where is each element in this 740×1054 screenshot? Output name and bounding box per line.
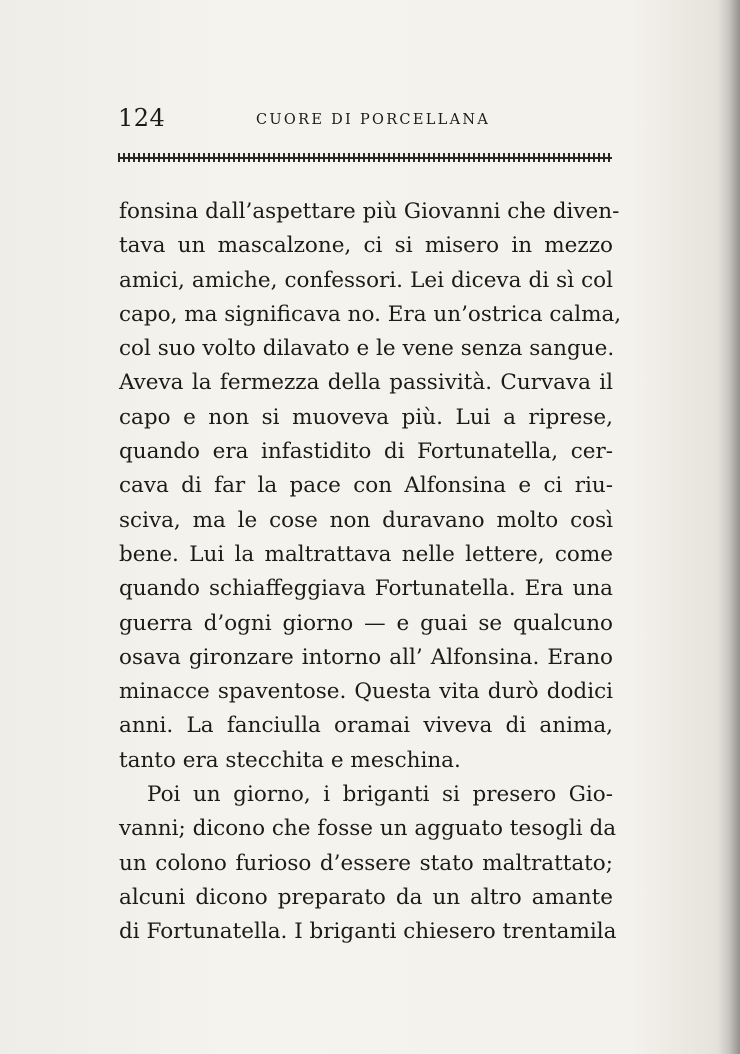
text-line: col suo volto dilavato e le vene senza sangue.	[119, 336, 615, 362]
page-header	[118, 104, 618, 140]
text-line: vanni; dicono che fosse un agguato tesogli da	[119, 816, 617, 842]
text-line: quando era infastidito di Fortunatella, cer-	[119, 439, 613, 465]
text-line: bene. Lui la maltrattava nelle lettere, come	[119, 541, 613, 567]
page-edge-shadow	[718, 0, 740, 1054]
body-text	[119, 195, 622, 950]
text-line: Poi un giorno, i briganti si presero Gio-	[147, 782, 613, 808]
text-line: un colono furioso d’essere stato maltrattato;	[119, 850, 613, 876]
text-line: anni. La fanciulla oramai viveva di anima,	[119, 713, 613, 739]
text-line: cava di far la pace con Alfonsina e ci riu-	[119, 473, 613, 499]
page-number: 124	[118, 104, 166, 132]
text-line: amici, amiche, confessori. Lei diceva di sì col	[119, 267, 613, 293]
text-line: quando schiaffeggiava Fortunatella. Era una	[119, 576, 613, 602]
text-line: capo e non si muoveva più. Lui a riprese,	[119, 404, 613, 430]
text-line: fonsina dall’aspettare più Giovanni che diven-	[119, 199, 620, 224]
text-line: capo, ma significava no. Era un’ostrica calma,	[119, 301, 622, 327]
text-line: Aveva la fermezza della passività. Curvava il	[119, 370, 613, 396]
decorative-rule	[118, 153, 612, 162]
text-line: tanto era stecchita e meschina.	[119, 747, 461, 773]
text-line: alcuni dicono preparato da un altro amante	[119, 884, 613, 910]
running-title: CUORE DI PORCELLANA	[256, 112, 491, 128]
text-line: tava un mascalzone, ci si misero in mezzo	[119, 233, 613, 259]
text-line: di Fortunatella. I briganti chiesero trentamila	[119, 919, 617, 945]
text-line: minacce spaventose. Questa vita durò dodici	[119, 679, 613, 705]
text-line: sciva, ma le cose non duravano molto così	[119, 507, 613, 533]
text-line: guerra d’ogni giorno — e guai se qualcuno	[119, 610, 613, 636]
text-line: osava gironzare intorno all’ Alfonsina. Erano	[119, 644, 613, 670]
